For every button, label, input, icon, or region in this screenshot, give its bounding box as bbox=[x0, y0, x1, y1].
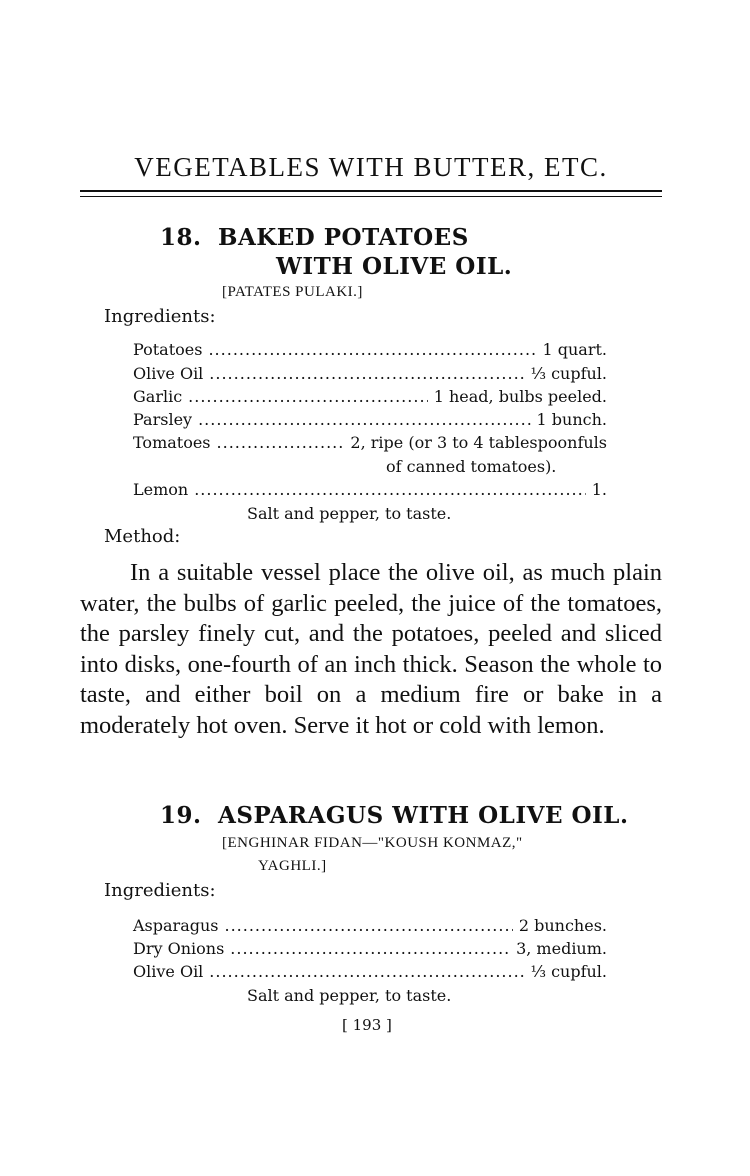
page-number: [ 193 ] bbox=[342, 1016, 392, 1034]
recipe-title-line1: BAKED POTATOES bbox=[218, 224, 469, 251]
ingredient-amount: 1. bbox=[591, 480, 607, 499]
ingredient-row bbox=[133, 387, 607, 411]
method-text: In a suitable vessel place the olive oil, as much plain water, the bulbs of garlic peeled, the juice of the tomatoes, the parsley finely cut, and the potatoes, peeled and sliced into disks, one-fourth of an inch thick. Season the whole to taste, and either boil on a medium fire or bake in a moderately hot oven. Serve it hot or cold with lemon. bbox=[80, 559, 662, 739]
leader-dots bbox=[198, 410, 530, 429]
ingredient-name: Garlic bbox=[133, 387, 183, 406]
recipe-title: ASPARAGUS WITH OLIVE OIL. bbox=[218, 802, 629, 829]
recipe-number: 19. bbox=[160, 802, 202, 829]
recipe-subtitle: [PATATES PULAKI.] bbox=[222, 284, 363, 300]
ingredient-amount: 3, medium. bbox=[516, 939, 607, 958]
recipe-number: 18. bbox=[160, 224, 202, 251]
header-rule-thin bbox=[80, 196, 662, 197]
ingredient-row bbox=[133, 480, 607, 504]
ingredient-continuation: of canned tomatoes). bbox=[386, 457, 557, 476]
salt-note: Salt and pepper, to taste. bbox=[247, 986, 452, 1005]
method-label: Method: bbox=[104, 526, 181, 547]
ingredient-row bbox=[133, 340, 607, 364]
ingredients-label: Ingredients: bbox=[104, 306, 216, 327]
ingredient-row bbox=[133, 916, 607, 940]
leader-dots bbox=[230, 939, 510, 958]
recipe-subtitle-line1: [ENGHINAR FIDAN—"KOUSH KONMAZ," bbox=[222, 835, 523, 851]
ingredient-name: Dry Onions bbox=[133, 939, 225, 958]
ingredient-name: Olive Oil bbox=[133, 364, 204, 383]
ingredient-row bbox=[133, 364, 607, 388]
ingredient-name: Asparagus bbox=[133, 916, 219, 935]
leader-dots bbox=[209, 962, 524, 981]
recipe-subtitle-line2: YAGHLI.] bbox=[258, 858, 327, 874]
salt-note: Salt and pepper, to taste. bbox=[247, 504, 452, 523]
running-head: VEGETABLES WITH BUTTER, ETC. bbox=[134, 152, 608, 182]
ingredient-row bbox=[133, 433, 607, 457]
ingredient-amount: 1 head, bulbs peeled. bbox=[433, 387, 607, 406]
ingredient-row bbox=[133, 410, 607, 434]
ingredient-amount: 2, ripe (or 3 to 4 tablespoonfuls bbox=[350, 433, 607, 452]
leader-dots bbox=[208, 340, 536, 359]
ingredient-name: Olive Oil bbox=[133, 962, 204, 981]
header-rule bbox=[80, 190, 662, 192]
leader-dots bbox=[209, 364, 524, 383]
ingredient-name: Potatoes bbox=[133, 340, 203, 359]
ingredient-amount: ⅓ cupful. bbox=[530, 364, 607, 383]
ingredient-row bbox=[133, 962, 607, 986]
leader-dots bbox=[225, 916, 513, 935]
method-paragraph bbox=[80, 558, 662, 741]
recipe-title-line2: WITH OLIVE OIL. bbox=[276, 253, 513, 280]
leader-dots bbox=[188, 387, 428, 406]
ingredient-amount: 1 bunch. bbox=[536, 410, 607, 429]
ingredient-amount: 2 bunches. bbox=[518, 916, 607, 935]
ingredient-name: Tomatoes bbox=[133, 433, 211, 452]
ingredient-name: Parsley bbox=[133, 410, 193, 429]
ingredient-amount: ⅓ cupful. bbox=[530, 962, 607, 981]
ingredients-label: Ingredients: bbox=[104, 880, 216, 901]
ingredient-row bbox=[133, 939, 607, 963]
ingredient-amount: 1 quart. bbox=[542, 340, 607, 359]
leader-dots bbox=[194, 480, 586, 499]
leader-dots bbox=[217, 433, 345, 452]
ingredient-name: Lemon bbox=[133, 480, 189, 499]
